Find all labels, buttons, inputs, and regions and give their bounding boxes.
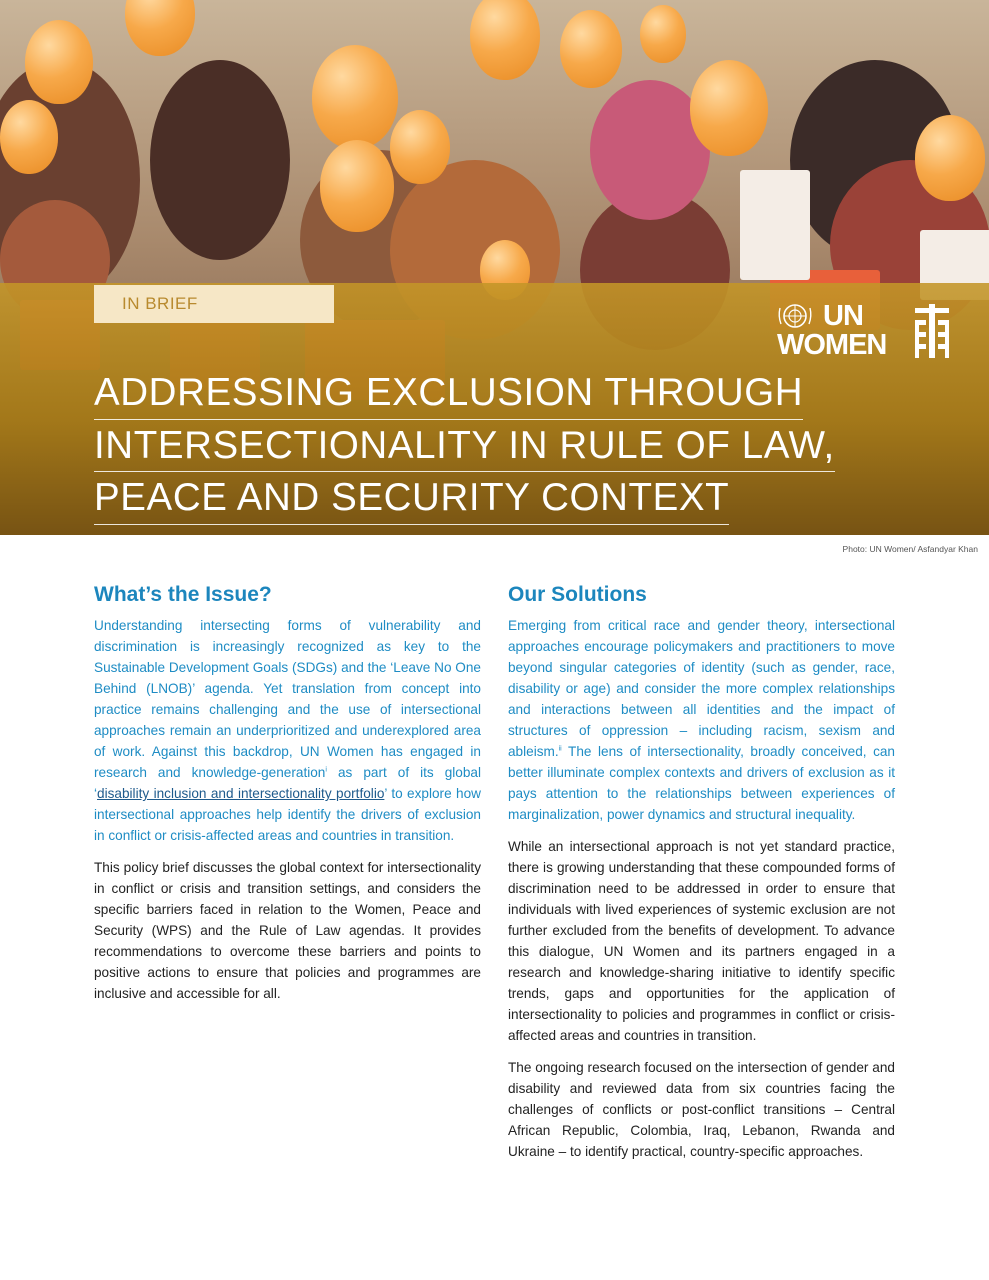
issue-intro-text-mid: as part of its global ‘ (94, 765, 481, 801)
issue-intro-paragraph (94, 615, 481, 846)
solutions-heading: Our Solutions (508, 583, 647, 606)
title-line-1: ADDRESSING EXCLUSION THROUGH (94, 367, 803, 420)
right-column (508, 580, 895, 1162)
issue-intro-text-end: ’ to explore how intersectional approaches help identify the drivers of exclusion in conflict or crisis-affected areas and countries in transition. (94, 786, 481, 843)
in-brief-badge: IN BRIEF (94, 285, 334, 323)
un-women-logo (775, 302, 950, 362)
endnote-ii[interactable]: ii (558, 745, 562, 753)
policy-brief-paragraph: This policy brief discusses the global context for intersectionality in conflict or crisis and transition settings, and considers the specific barriers faced in relation to the Women, Peace and Security (WPS) and the Rule of Law agendas. It provides recommendations to overcome these barriers and points to positive actions to ensure that policies and programmes are inclusive and accessible for all. (94, 860, 481, 1001)
photo-credit: Photo: UN Women/ Asfandyar Khan (842, 544, 978, 554)
disability-portfolio-link[interactable]: disability inclusion and intersectionality portfolio (97, 786, 385, 801)
solutions-intro-text: Emerging from critical race and gender theory, intersectional approaches encourage policymakers and practitioners to move beyond singular categories of identity (such as gender, race, disability or age) and consider the more complex relationships and interactions between all identities and the impact of structures of oppression – including racism, sexism and ableism. (508, 618, 895, 759)
hero-banner (0, 0, 989, 535)
un-emblem-icon (775, 302, 815, 330)
title-line-2: INTERSECTIONALITY IN RULE OF LAW, (94, 420, 835, 473)
left-column (94, 580, 481, 1004)
title-line-3: PEACE AND SECURITY CONTEXT (94, 472, 729, 525)
logo-women-text: WOMEN (777, 329, 887, 361)
issue-heading: What’s the Issue? (94, 583, 272, 606)
page-title (94, 367, 835, 525)
solutions-intro-text-end: The lens of intersectionality, broadly conceived, can better illuminate complex contexts and drivers of exclusion as it pays attention to the relationships between experiences of marginalization, power dynamics and structural inequality. (508, 744, 895, 822)
ongoing-research-paragraph: The ongoing research focused on the intersection of gender and disability and reviewed data from six countries facing the challenges of conflicts or post-conflict transitions – Central African Republic, Colombia, Iraq, Lebanon, Rwanda and Ukraine – to identify practical, country-specific approaches. (508, 1060, 895, 1159)
un-women-mark-icon (915, 304, 949, 358)
solutions-intro-paragraph (508, 615, 895, 825)
logo-un-text: UN (823, 300, 863, 332)
intersectional-approach-paragraph: While an intersectional approach is not yet standard practice, there is growing understanding that these compounded forms of discrimination need to be addressed in order to ensure that individuals with lived experiences of systemic exclusion are not further excluded from the benefits of development. To advance this dialogue, UN Women and its partners engaged in a research and knowledge-sharing initiative to identify specific trends, gaps and opportunities for the application of intersectionality to policies and programmes in conflict or crisis-affected areas and countries in transition. (508, 839, 895, 1043)
endnote-i[interactable]: i (325, 766, 327, 774)
issue-intro-text: Understanding intersecting forms of vulnerability and discrimination is increasingly recognized as key to the Sustainable Development Goals (SDGs) and the ‘Leave No One Behind (LNOB)’ agenda. Yet translation from concept into practice remains challenging and the use of intersectional approaches remain an underprioritized and underexplored area of work. Against this backdrop, UN Women has engaged in research and knowledge-generation (94, 618, 481, 780)
